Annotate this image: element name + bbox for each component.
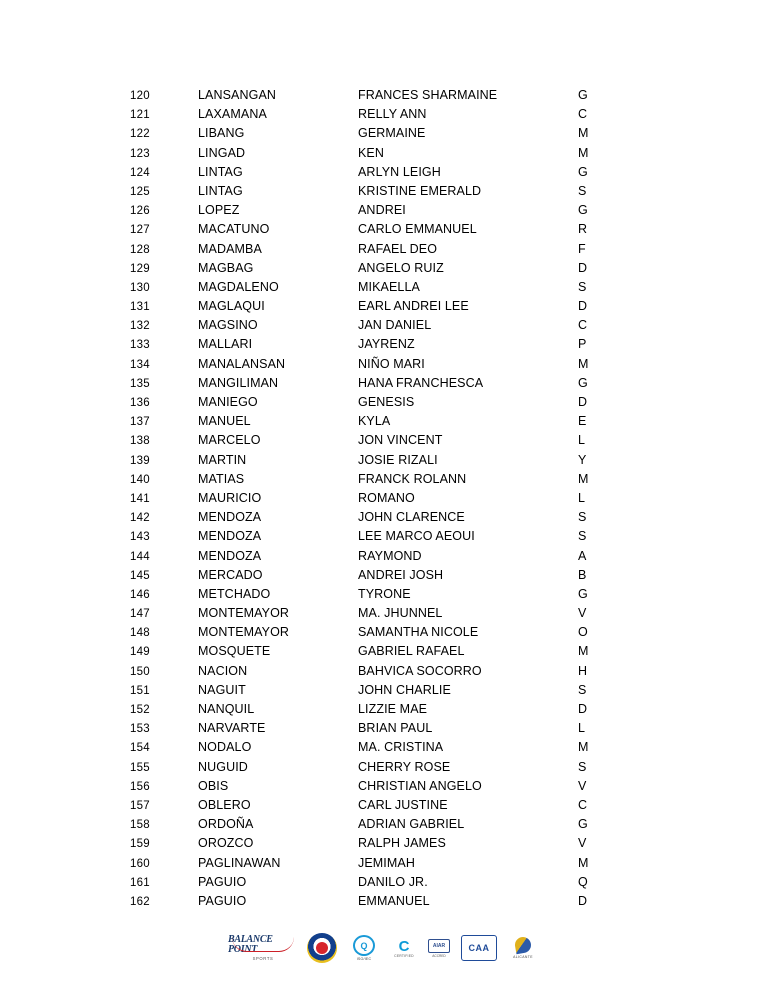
row-first-name: ANGELO RUIZ [358,260,444,275]
qc-certification-logo [346,935,382,961]
row-number: 122 [130,128,150,141]
table-row [130,316,650,335]
table-row [130,86,650,105]
row-last-name: LINTAG [198,183,243,198]
row-number: 146 [130,588,150,601]
c-mark-icon: C [398,937,410,955]
row-number: 154 [130,742,150,755]
table-row [130,873,650,892]
table-row [130,834,650,853]
qc-badge-icon: Q [353,935,375,956]
row-first-name: FRANCES SHARMAINE [358,88,498,102]
row-last-name: MONTEMAYOR [198,606,290,621]
balance-point-logo [228,935,298,961]
footer-logo-strip [0,928,768,968]
row-middle-initial: O [578,625,588,640]
row-middle-initial: L [578,490,585,505]
row-number: 126 [130,205,150,218]
row-number: 120 [130,90,150,102]
row-first-name: HANA FRANCHESCA [358,375,484,390]
row-last-name: OBIS [198,778,229,793]
row-middle-initial: S [578,510,587,525]
row-number: 162 [130,895,150,908]
row-last-name: PAGLINAWAN [198,855,281,870]
row-last-name: MAGSINO [198,318,258,333]
row-first-name: KRISTINE EMERALD [358,183,482,198]
row-number: 134 [130,358,150,371]
table-row [130,662,650,681]
row-last-name: PAGUIO [198,893,247,908]
row-middle-initial: S [578,279,587,294]
row-last-name: MANGILIMAN [198,375,279,390]
row-last-name: MAGBAG [198,260,254,275]
c-mark-label: CERTIFIED [394,953,414,958]
row-first-name: JOHN CLARENCE [358,510,465,525]
table-row [130,623,650,642]
row-number: 153 [130,723,150,736]
table-row [130,278,650,297]
row-middle-initial: M [578,126,589,141]
row-last-name: MENDOZA [198,529,262,544]
row-first-name: CARLO EMMANUEL [358,222,477,237]
balance-point-swoosh-icon [232,937,294,952]
row-middle-initial: G [578,586,588,601]
table-row [130,182,650,201]
row-middle-initial: C [578,107,588,122]
row-middle-initial: M [578,740,589,755]
row-first-name: SAMANTHA NICOLE [358,625,479,640]
row-last-name: MALLARI [198,337,253,352]
row-last-name: MERCADO [198,567,263,582]
row-middle-initial: B [578,567,587,582]
table-row [130,220,650,239]
row-first-name: DANILO JR. [358,874,428,889]
row-number: 125 [130,185,150,198]
row-middle-initial: R [578,222,588,237]
table-row [130,547,650,566]
row-last-name: METCHADO [198,586,271,601]
row-middle-initial: V [578,606,587,621]
table-row [130,642,650,661]
row-number: 150 [130,665,150,678]
row-last-name: NUGUID [198,759,248,774]
row-middle-initial: V [578,778,587,793]
aiar-box-icon: AIAR [428,939,450,953]
row-middle-initial: C [578,797,588,812]
row-middle-initial: G [578,375,588,390]
row-last-name: LANSANGAN [198,88,277,102]
row-number: 142 [130,512,150,525]
table-row [130,738,650,757]
row-first-name: CHERRY ROSE [358,759,451,774]
table-row [130,470,650,489]
row-middle-initial: M [578,471,589,486]
row-number: 127 [130,224,150,237]
row-last-name: MARCELO [198,433,261,448]
row-first-name: MA. JHUNNEL [358,606,443,621]
row-first-name: NIÑO MARI [358,356,425,371]
row-last-name: PAGUIO [198,874,247,889]
row-number: 124 [130,166,150,179]
table-row [130,585,650,604]
row-number: 149 [130,646,150,659]
table-row [130,796,650,815]
row-number: 159 [130,838,150,851]
row-last-name: MENDOZA [198,548,262,563]
row-first-name: RALPH JAMES [358,836,446,851]
row-first-name: RAYMOND [358,548,422,563]
table-row [130,374,650,393]
aiar-label: ACCRED [432,953,446,958]
table-row [130,566,650,585]
row-last-name: MATIAS [198,471,245,486]
table-row [130,777,650,796]
alicante-emblem-icon [514,936,533,955]
row-number: 137 [130,416,150,429]
table-row [130,451,650,470]
row-last-name: MANIEGO [198,395,258,409]
row-last-name: MAGLAQUI [198,299,265,314]
row-first-name: BRIAN PAUL [358,721,433,736]
row-middle-initial: G [578,817,588,832]
row-number: 123 [130,147,150,160]
row-last-name: NODALO [198,740,252,755]
row-number: 161 [130,876,150,889]
table-row [130,604,650,623]
aiar-logo [426,935,452,961]
row-number: 151 [130,684,150,697]
row-first-name: JAYRENZ [358,337,415,352]
row-number: 156 [130,780,150,793]
row-first-name: RELLY ANN [358,107,427,122]
row-middle-initial: F [578,241,586,256]
row-first-name: GABRIEL RAFAEL [358,644,465,659]
row-number: 140 [130,473,150,486]
row-last-name: MANUEL [198,414,251,429]
row-first-name: GERMAINE [358,126,426,141]
row-number: 152 [130,704,150,716]
pca-seal-logo [307,933,337,963]
row-last-name: MARTIN [198,452,247,467]
row-number: 130 [130,281,150,294]
row-last-name: LIBANG [198,126,245,141]
table-row [130,854,650,873]
row-middle-initial: D [578,260,588,275]
row-first-name: JEMIMAH [358,855,415,870]
table-row [130,527,650,546]
roster-list [130,86,650,911]
table-row [130,700,650,719]
row-middle-initial: C [578,318,588,333]
row-first-name: FRANCK ROLANN [358,471,467,486]
row-number: 141 [130,492,150,505]
row-number: 145 [130,569,150,582]
row-middle-initial: Q [578,874,588,889]
row-last-name: LOPEZ [198,203,240,218]
alicante-logo [506,934,540,962]
row-last-name: NAGUIT [198,682,246,697]
row-last-name: MANALANSAN [198,356,286,371]
row-middle-initial: G [578,203,588,218]
row-number: 136 [130,397,150,409]
alicante-label: ALICANTE [513,955,533,959]
row-number: 129 [130,262,150,275]
qc-badge-label: ISO/IEC [356,957,372,961]
row-first-name: JOHN CHARLIE [358,682,451,697]
row-middle-initial: S [578,682,587,697]
row-number: 148 [130,627,150,640]
row-first-name: JOSIE RIZALI [358,452,438,467]
row-middle-initial: M [578,644,589,659]
row-first-name: BAHVICA SOCORRO [358,663,482,678]
table-row [130,758,650,777]
row-first-name: LIZZIE MAE [358,702,428,716]
table-row [130,240,650,259]
row-middle-initial: A [578,548,587,563]
row-number: 143 [130,531,150,544]
row-last-name: MONTEMAYOR [198,625,290,640]
row-last-name: MAURICIO [198,490,262,505]
caa-logo: CAA [461,935,497,961]
table-row [130,124,650,143]
row-last-name: LAXAMANA [198,107,267,122]
table-row [130,431,650,450]
row-middle-initial: S [578,183,587,198]
row-middle-initial: S [578,759,587,774]
row-last-name: OROZCO [198,836,254,851]
pca-seal-center-icon [316,942,328,954]
row-middle-initial: H [578,663,588,678]
row-number: 132 [130,320,150,333]
table-row [130,393,650,412]
row-first-name: ANDREI [358,203,406,218]
row-first-name: MIKAELLA [358,279,420,294]
row-middle-initial: D [578,702,588,716]
row-middle-initial: G [578,88,588,102]
balance-point-logo-title: BALANCE POINT [228,934,273,955]
row-first-name: ARLYN LEIGH [358,164,441,179]
row-number: 147 [130,608,150,621]
row-first-name: EMMANUEL [358,893,430,908]
row-middle-initial: M [578,855,589,870]
row-middle-initial: M [578,145,589,160]
row-middle-initial: E [578,414,587,429]
row-number: 139 [130,454,150,467]
row-last-name: MAGDALENO [198,279,279,294]
row-middle-initial: S [578,529,587,544]
row-number: 157 [130,799,150,812]
row-number: 158 [130,819,150,832]
row-last-name: NANQUIL [198,702,255,716]
row-middle-initial: D [578,299,588,314]
row-last-name: LINGAD [198,145,246,160]
table-row [130,412,650,431]
row-number: 160 [130,857,150,870]
table-row [130,163,650,182]
row-number: 121 [130,109,150,122]
row-first-name: CHRISTIAN ANGELO [358,778,482,793]
row-middle-initial: D [578,893,588,908]
row-first-name: ADRIAN GABRIEL [358,817,465,832]
row-number: 131 [130,301,150,314]
row-number: 155 [130,761,150,774]
row-first-name: GENESIS [358,395,415,409]
table-row [130,259,650,278]
row-middle-initial: P [578,337,587,352]
row-first-name: ROMANO [358,490,415,505]
row-number: 138 [130,435,150,448]
row-last-name: MACATUNO [198,222,270,237]
row-first-name: ANDREI JOSH [358,567,444,582]
row-middle-initial: V [578,836,587,851]
row-number: 128 [130,243,150,256]
table-row [130,489,650,508]
row-first-name: JAN DANIEL [358,318,432,333]
table-row [130,335,650,354]
row-first-name: KYLA [358,414,391,429]
row-last-name: ORDOÑA [198,817,254,832]
row-first-name: MA. CRISTINA [358,740,444,755]
c-mark-logo [391,935,417,961]
table-row [130,297,650,316]
table-row [130,355,650,374]
row-last-name: LINTAG [198,164,243,179]
row-last-name: MADAMBA [198,241,262,256]
row-last-name: NACION [198,663,248,678]
row-first-name: JON VINCENT [358,433,443,448]
table-row [130,892,650,911]
table-row [130,508,650,527]
row-last-name: NARVARTE [198,721,266,736]
row-last-name: MOSQUETE [198,644,271,659]
table-row [130,144,650,163]
table-row [130,815,650,834]
row-middle-initial: L [578,433,585,448]
row-middle-initial: D [578,395,588,409]
row-middle-initial: L [578,721,585,736]
balance-point-logo-subtitle: SPORTS [252,956,274,961]
row-last-name: OBLERO [198,797,251,812]
row-first-name: KEN [358,145,385,160]
row-first-name: RAFAEL DEO [358,241,438,256]
row-number: 133 [130,339,150,352]
row-middle-initial: M [578,356,589,371]
row-first-name: TYRONE [358,586,411,601]
row-first-name: EARL ANDREI LEE [358,299,469,314]
row-first-name: CARL JUSTINE [358,797,448,812]
row-number: 135 [130,377,150,390]
table-row [130,201,650,220]
row-last-name: MENDOZA [198,510,262,525]
row-middle-initial: Y [578,452,587,467]
row-first-name: LEE MARCO AEOUI [358,529,475,544]
row-number: 144 [130,550,150,563]
row-middle-initial: G [578,164,588,179]
table-row [130,105,650,124]
table-row [130,719,650,738]
table-row [130,681,650,700]
